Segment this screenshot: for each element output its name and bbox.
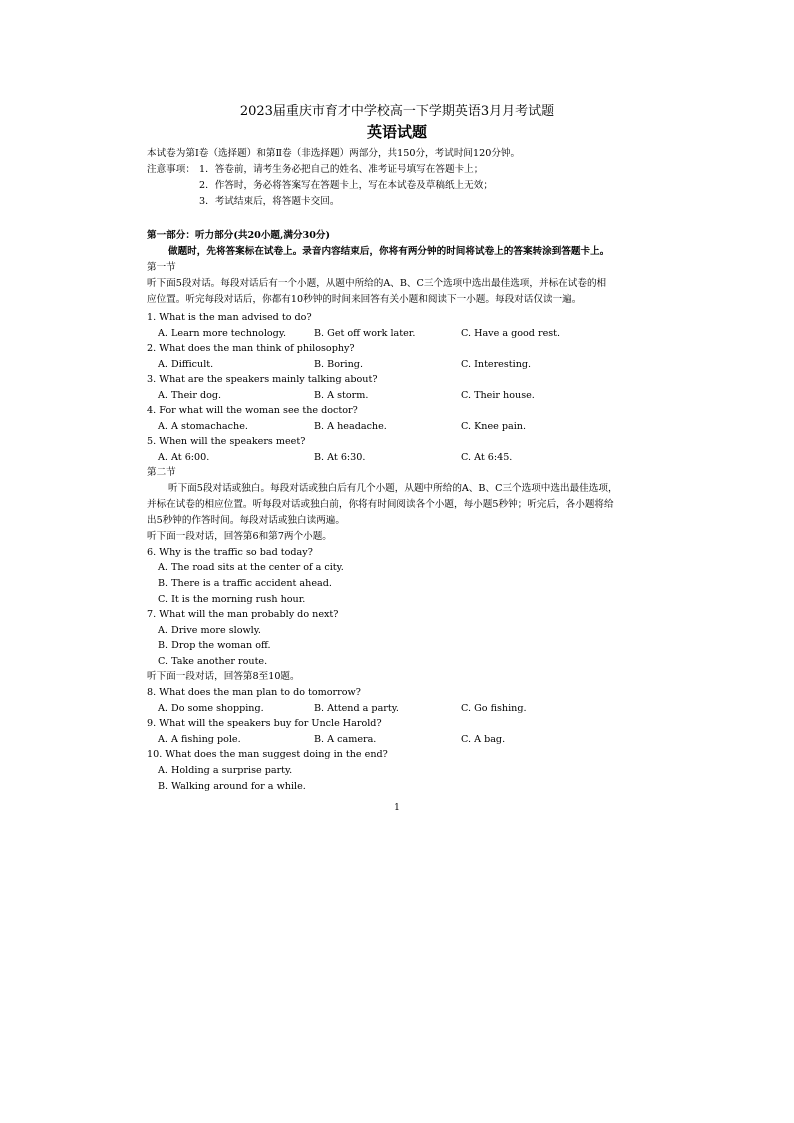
question-2-option-b: B. Boring. <box>314 359 363 370</box>
page-number: 1 <box>394 803 400 813</box>
question-2: 2. What does the man think of philosophy? <box>147 343 355 354</box>
question-9-option-a: A. A fishing pole. <box>158 734 241 745</box>
question-7: 7. What will the man probably do next? <box>147 609 339 620</box>
dialog-6-intro: 听下面一段对话，回答第6和第7两个小题。 <box>147 531 332 542</box>
question-7-option-c: C. Take another route. <box>158 656 268 667</box>
question-6-option-c: C. It is the morning rush hour. <box>158 594 306 605</box>
question-4: 4. For what will the woman see the doctor? <box>147 405 358 416</box>
question-9: 9. What will the speakers buy for Uncle Harold? <box>147 718 382 729</box>
exam-subtitle: 英语试题 <box>366 123 427 141</box>
question-10-option-b: B. Walking around for a while. <box>158 781 306 792</box>
question-1: 1. What is the man advised to do? <box>147 312 312 323</box>
question-4-option-c: C. Knee pain. <box>461 421 527 432</box>
question-2-option-a: A. Difficult. <box>158 359 214 370</box>
question-8-option-c: C. Go fishing. <box>461 703 527 714</box>
section1-label: 第一节 <box>147 262 176 273</box>
question-6-option-a: A. The road sits at the center of a city. <box>158 562 344 573</box>
section2-label: 第二节 <box>147 467 176 478</box>
question-5-option-b: B. At 6:30. <box>314 452 366 463</box>
question-4-option-b: B. A headache. <box>314 421 387 432</box>
question-9-option-b: B. A camera. <box>314 734 377 745</box>
section2-line-3: 出5秒钟的作答时间。每段对话或独白读两遍。 <box>147 515 345 526</box>
part1-instruction: 做题时，先将答案标在试卷上。录音内容结束后，你将有两分钟的时间将试卷上的答案转涂到答题卡上。 <box>168 246 610 257</box>
question-9-option-c: C. A bag. <box>461 734 506 745</box>
section1-line-2: 应位置。听完每段对话后，你都有10秒钟的时间来回答有关小题和阅读下一小题。每段对话仅读一遍。 <box>147 294 582 305</box>
question-1-option-c: C. Have a good rest. <box>461 328 561 339</box>
dialog-8-intro: 听下面一段对话，回答第8至10题。 <box>147 671 300 682</box>
note-1: 1．答卷前，请考生务必把自己的姓名、准考证号填写在答题卡上； <box>199 164 484 175</box>
question-5-option-c: C. At 6:45. <box>461 452 513 463</box>
question-10: 10. What does the man suggest doing in the end? <box>147 749 388 760</box>
question-10-option-a: A. Holding a surprise party. <box>158 765 293 776</box>
question-1-option-a: A. Learn more technology. <box>158 328 287 339</box>
question-2-option-c: C. Interesting. <box>461 359 532 370</box>
question-8: 8. What does the man plan to do tomorrow? <box>147 687 361 698</box>
section2-line-2: 并标在试卷的相应位置。听每段对话或独白前，你将有时间阅读各个小题，每小题5秒钟；听完后，各小题将给 <box>147 499 614 510</box>
question-3: 3. What are the speakers mainly talking about? <box>147 374 378 385</box>
question-7-option-a: A. Drive more slowly. <box>158 625 261 636</box>
question-3-option-a: A. Their dog. <box>158 390 222 401</box>
section1-line-1: 听下面5段对话。每段对话后有一个小题，从题中所给的A、B、C三个选项中选出最佳选项，并标在试卷的相 <box>147 278 607 289</box>
question-5: 5. When will the speakers meet? <box>147 436 306 447</box>
question-8-option-a: A. Do some shopping. <box>158 703 264 714</box>
note-2: 2．作答时，务必将答案写在答题卡上，写在本试卷及草稿纸上无效； <box>199 180 493 191</box>
exam-title: 2023届重庆市育才中学校高一下学期英语3月月考试题 <box>239 104 555 119</box>
question-6-option-b: B. There is a traffic accident ahead. <box>158 578 332 589</box>
question-3-option-b: B. A storm. <box>314 390 369 401</box>
part1-heading: 第一部分：听力部分(共20小题,满分30分) <box>147 230 331 241</box>
note-3: 3．考试结束后，将答题卡交回。 <box>199 196 340 207</box>
question-7-option-b: B. Drop the woman off. <box>158 640 271 651</box>
intro-line: 本试卷为第Ⅰ卷（选择题）和第Ⅱ卷（非选择题）两部分，共150分，考试时间120分钟。 <box>147 148 521 159</box>
question-5-option-a: A. At 6:00. <box>158 452 210 463</box>
question-1-option-b: B. Get off work later. <box>314 328 416 339</box>
question-4-option-a: A. A stomachache. <box>158 421 248 432</box>
question-8-option-b: B. Attend a party. <box>314 703 399 714</box>
question-6: 6. Why is the traffic so bad today? <box>147 547 313 558</box>
notes-label: 注意事项： <box>147 164 195 175</box>
section2-line-1: 听下面5段对话或独白。每段对话或独白后有几个小题，从题中所给的A、B、C三个选项中选出最佳选项， <box>168 483 618 494</box>
question-3-option-c: C. Their house. <box>461 390 535 401</box>
